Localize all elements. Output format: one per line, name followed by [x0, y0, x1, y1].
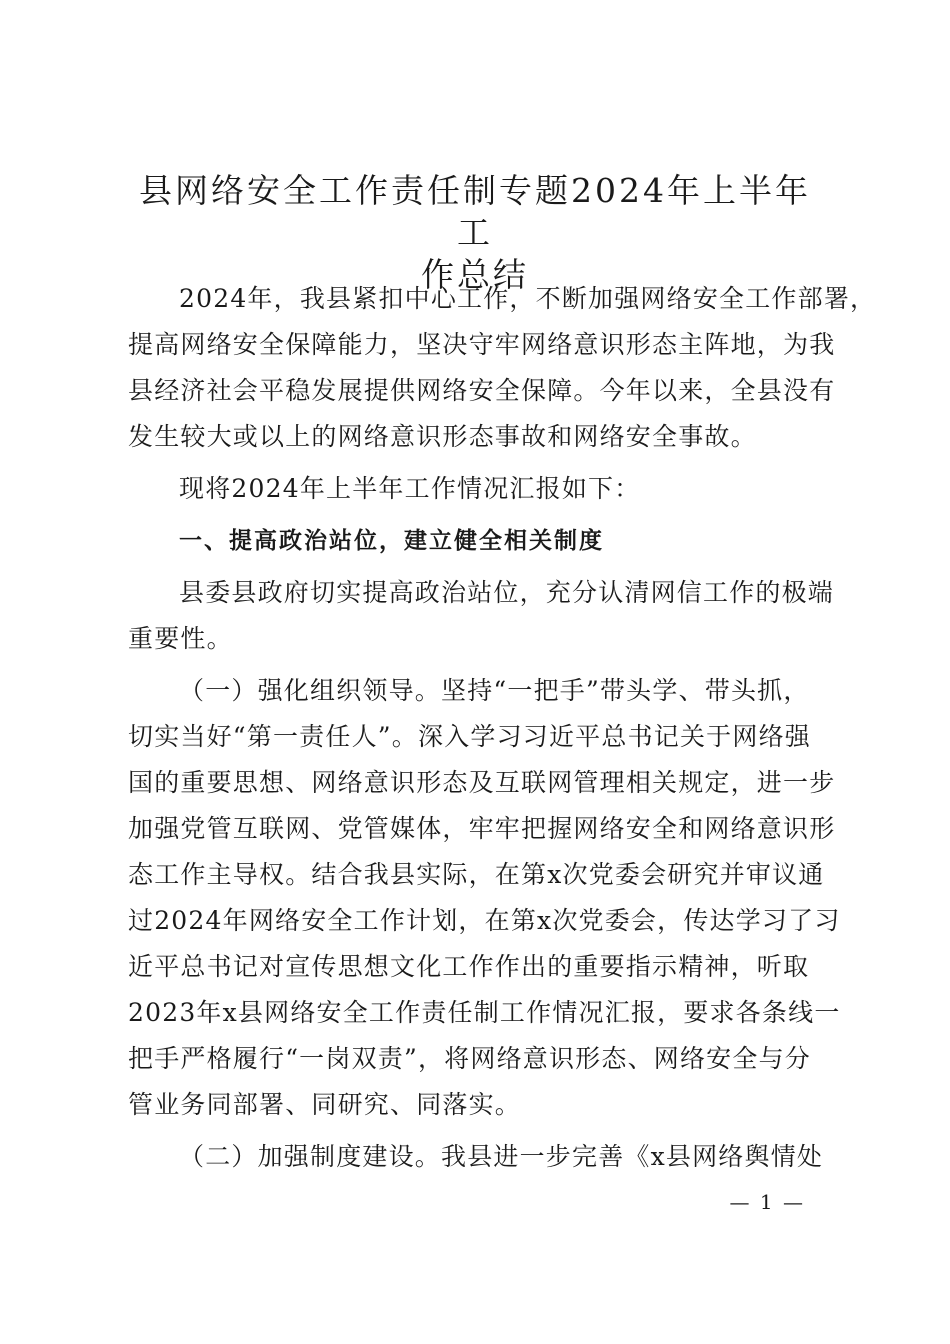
- text-line: 2023年x县网络安全工作责任制工作情况汇报，要求各条线一: [128, 998, 841, 1027]
- text-line: 重要性。: [128, 624, 233, 653]
- paragraph-intro: [128, 276, 877, 460]
- paragraph-leadership: [128, 668, 841, 1128]
- text-line: 现将2024年上半年工作情况汇报如下：: [179, 474, 641, 503]
- title-line-1: 县网络安全工作责任制专题2024年上半年工: [139, 171, 811, 252]
- section-heading: 一、提高政治站位，建立健全相关制度: [179, 528, 604, 554]
- text-line: 切实当好“第一责任人”。深入学习习近平总书记关于网络强: [128, 722, 811, 751]
- document-body: [128, 276, 877, 1180]
- text-line: （一）强化组织领导。坚持“一把手”带头学、带头抓，: [179, 676, 810, 705]
- paragraph-political: [128, 570, 835, 662]
- title-line-2: 作总结: [421, 255, 529, 294]
- text-line: 近平总书记对宣传思想文化工作作出的重要指示精神，听取: [128, 952, 810, 981]
- paragraph-system-building: [128, 1134, 822, 1180]
- text-line: 管业务同部署、同研究、同落实。: [128, 1090, 522, 1119]
- text-line: 2024年，我县紧扣中心工作，不断加强网络安全工作部署，: [179, 284, 877, 313]
- text-line: 态工作主导权。结合我县实际，在第x次党委会研究并审议通: [128, 860, 825, 889]
- text-line: 加强党管互联网、党管媒体，牢牢把握网络安全和网络意识形: [128, 814, 836, 843]
- text-line: （二）加强制度建设。我县进一步完善《x县网络舆情处: [179, 1142, 824, 1171]
- text-line: 过2024年网络安全工作计划，在第x次党委会，传达学习了习: [128, 906, 841, 935]
- text-line: 县经济社会平稳发展提供网络安全保障。今年以来，全县没有: [128, 376, 836, 405]
- text-line: 提高网络安全保障能力，坚决守牢网络意识形态主阵地，为我: [128, 330, 836, 359]
- text-line: 县委县政府切实提高政治站位，充分认清网信工作的极端: [179, 578, 835, 607]
- text-line: 把手严格履行“一岗双责”，将网络意识形态、网络安全与分: [128, 1044, 811, 1073]
- text-line: 国的重要思想、网络意识形态及互联网管理相关规定，进一步: [128, 768, 836, 797]
- page-number: — 1 —: [729, 1190, 805, 1214]
- paragraph-report-intro: [128, 466, 822, 512]
- text-line: 发生较大或以上的网络意识形态事故和网络安全事故。: [128, 422, 757, 451]
